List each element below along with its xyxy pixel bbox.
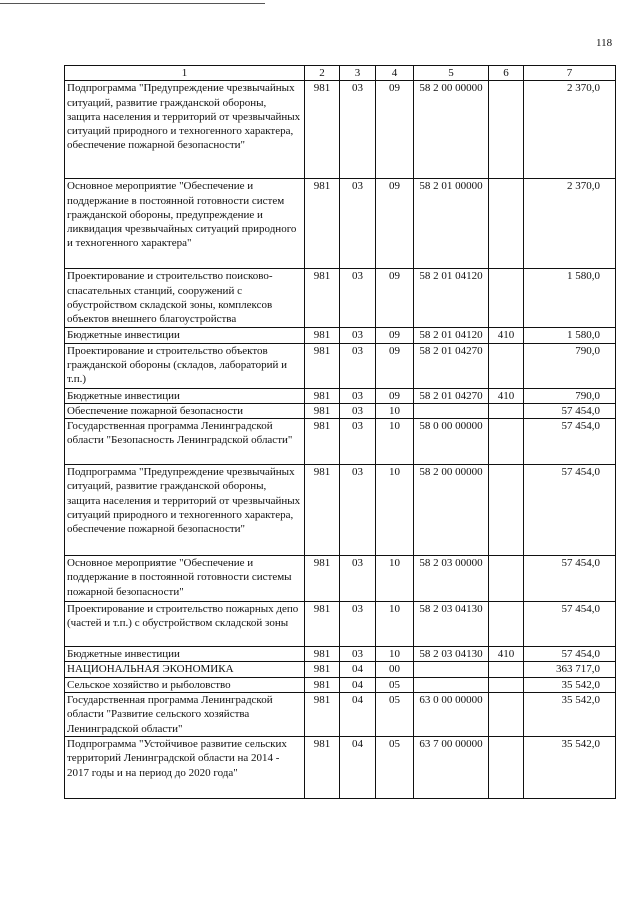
cell-col6 [489,419,524,465]
cell-col3: 03 [340,81,376,179]
row-name: Основное мероприятие "Обеспечение и поддержание в постоянной готовности систем гражданской обороны, предупреждение и ликвидация чрезвычайных ситуаций природного и техногенного характера" [65,179,305,269]
cell-col7: 2 370,0 [524,81,616,179]
cell-col6 [489,343,524,388]
row-name: Подпрограмма "Предупреждение чрезвычайных ситуаций, развитие гражданской обороны, защита населения и территорий от чрезвычайных ситуаций природного и техногенного характера, обеспечение пожарной безопасности" [65,81,305,179]
row-name: Бюджетные инвестиции [65,647,305,662]
row-name: Бюджетные инвестиции [65,328,305,343]
cell-col3: 03 [340,647,376,662]
cell-col5: 58 2 03 04130 [414,602,489,647]
cell-col5: 58 2 00 00000 [414,81,489,179]
cell-col2: 981 [305,647,340,662]
cell-col7: 35 542,0 [524,693,616,737]
cell-col4: 09 [376,328,414,343]
cell-col5: 58 2 03 04130 [414,647,489,662]
row-name: Подпрограмма "Устойчивое развитие сельских территорий Ленинградской области на 2014 - 2017 годы и на период до 2020 года" [65,736,305,798]
cell-col2: 981 [305,81,340,179]
cell-col6 [489,693,524,737]
cell-col4: 09 [376,81,414,179]
cell-col6 [489,269,524,328]
cell-col5: 58 2 01 04120 [414,269,489,328]
cell-col6 [489,179,524,269]
cell-col2: 981 [305,465,340,556]
column-header: 7 [524,66,616,81]
row-name: Проектирование и строительство объектов гражданской обороны (складов, лабораторий и т.п.) [65,343,305,388]
table-row [65,328,616,343]
table-row [65,465,616,556]
table-row [65,693,616,737]
row-name: Основное мероприятие "Обеспечение и поддержание в постоянной готовности системы пожарной безопасности" [65,556,305,602]
row-name: НАЦИОНАЛЬНАЯ ЭКОНОМИКА [65,662,305,677]
cell-col3: 04 [340,736,376,798]
table-row [65,662,616,677]
cell-col4: 10 [376,465,414,556]
table-row [65,269,616,328]
cell-col4: 09 [376,269,414,328]
cell-col2: 981 [305,662,340,677]
row-name: Государственная программа Ленинградской области "Развитие сельского хозяйства Ленинградской области" [65,693,305,737]
cell-col7: 57 454,0 [524,419,616,465]
cell-col6 [489,81,524,179]
column-header: 3 [340,66,376,81]
table-row [65,81,616,179]
cell-col4: 10 [376,602,414,647]
cell-col3: 03 [340,403,376,418]
cell-col4: 10 [376,419,414,465]
table-row [65,388,616,403]
cell-col2: 981 [305,343,340,388]
cell-col6 [489,736,524,798]
cell-col3: 04 [340,662,376,677]
cell-col5: 63 0 00 00000 [414,693,489,737]
cell-col6 [489,556,524,602]
cell-col4: 10 [376,403,414,418]
cell-col5: 58 2 01 00000 [414,179,489,269]
row-name: Государственная программа Ленинградской области "Безопасность Ленинградской области" [65,419,305,465]
cell-col4: 09 [376,179,414,269]
cell-col7: 1 580,0 [524,328,616,343]
cell-col5 [414,677,489,692]
cell-col3: 03 [340,343,376,388]
table-header-row [65,66,616,81]
table-row [65,677,616,692]
cell-col6 [489,403,524,418]
cell-col5: 58 2 01 04270 [414,388,489,403]
cell-col4: 05 [376,677,414,692]
cell-col3: 03 [340,269,376,328]
row-name: Проектирование и строительство пожарных депо (частей и т.п.) с обустройством складской зоны [65,602,305,647]
table-row [65,403,616,418]
cell-col3: 03 [340,328,376,343]
cell-col3: 03 [340,465,376,556]
cell-col2: 981 [305,602,340,647]
cell-col7: 790,0 [524,388,616,403]
cell-col6: 410 [489,328,524,343]
cell-col6 [489,465,524,556]
cell-col2: 981 [305,419,340,465]
cell-col7: 35 542,0 [524,677,616,692]
cell-col2: 981 [305,677,340,692]
cell-col7: 35 542,0 [524,736,616,798]
cell-col3: 04 [340,677,376,692]
table-row [65,556,616,602]
cell-col6 [489,677,524,692]
cell-col2: 981 [305,693,340,737]
row-name: Обеспечение пожарной безопасности [65,403,305,418]
cell-col3: 03 [340,388,376,403]
cell-col6: 410 [489,647,524,662]
cell-col2: 981 [305,269,340,328]
cell-col7: 57 454,0 [524,403,616,418]
cell-col3: 04 [340,693,376,737]
cell-col6 [489,602,524,647]
cell-col5: 58 2 00 00000 [414,465,489,556]
table-row [65,647,616,662]
table-row [65,736,616,798]
cell-col7: 2 370,0 [524,179,616,269]
cell-col7: 57 454,0 [524,465,616,556]
column-header: 6 [489,66,524,81]
cell-col6 [489,662,524,677]
cell-col4: 10 [376,647,414,662]
table-row [65,602,616,647]
cell-col6: 410 [489,388,524,403]
cell-col7: 363 717,0 [524,662,616,677]
table-row [65,419,616,465]
cell-col7: 57 454,0 [524,602,616,647]
cell-col2: 981 [305,179,340,269]
row-name: Сельское хозяйство и рыболовство [65,677,305,692]
cell-col4: 09 [376,388,414,403]
cell-col4: 10 [376,556,414,602]
column-header: 5 [414,66,489,81]
cell-col5 [414,403,489,418]
cell-col2: 981 [305,403,340,418]
cell-col3: 03 [340,602,376,647]
cell-col2: 981 [305,388,340,403]
cell-col5 [414,662,489,677]
cell-col4: 05 [376,736,414,798]
table-row [65,179,616,269]
cell-col5: 63 7 00 00000 [414,736,489,798]
page-number: 118 [596,37,613,49]
cell-col7: 790,0 [524,343,616,388]
cell-col5: 58 2 03 00000 [414,556,489,602]
cell-col2: 981 [305,556,340,602]
cell-col3: 03 [340,419,376,465]
cell-col3: 03 [340,556,376,602]
cell-col2: 981 [305,736,340,798]
cell-col4: 05 [376,693,414,737]
column-header: 4 [376,66,414,81]
row-name: Подпрограмма "Предупреждение чрезвычайных ситуаций, развитие гражданской обороны, защита населения и территорий от чрезвычайных ситуаций природного и техногенного характера, обеспечение пожарной безопасности" [65,465,305,556]
table-row [65,343,616,388]
cell-col7: 57 454,0 [524,647,616,662]
cell-col7: 1 580,0 [524,269,616,328]
column-header: 2 [305,66,340,81]
top-rule [0,3,265,4]
cell-col7: 57 454,0 [524,556,616,602]
cell-col5: 58 2 01 04120 [414,328,489,343]
cell-col2: 981 [305,328,340,343]
column-header: 1 [65,66,305,81]
row-name: Проектирование и строительство поисково-спасательных станций, сооружений с обустройством складской зоны, комплексов объектов внешнего благоустройства [65,269,305,328]
cell-col5: 58 0 00 00000 [414,419,489,465]
cell-col3: 03 [340,179,376,269]
cell-col5: 58 2 01 04270 [414,343,489,388]
budget-table [64,65,616,799]
row-name: Бюджетные инвестиции [65,388,305,403]
cell-col4: 09 [376,343,414,388]
cell-col4: 00 [376,662,414,677]
